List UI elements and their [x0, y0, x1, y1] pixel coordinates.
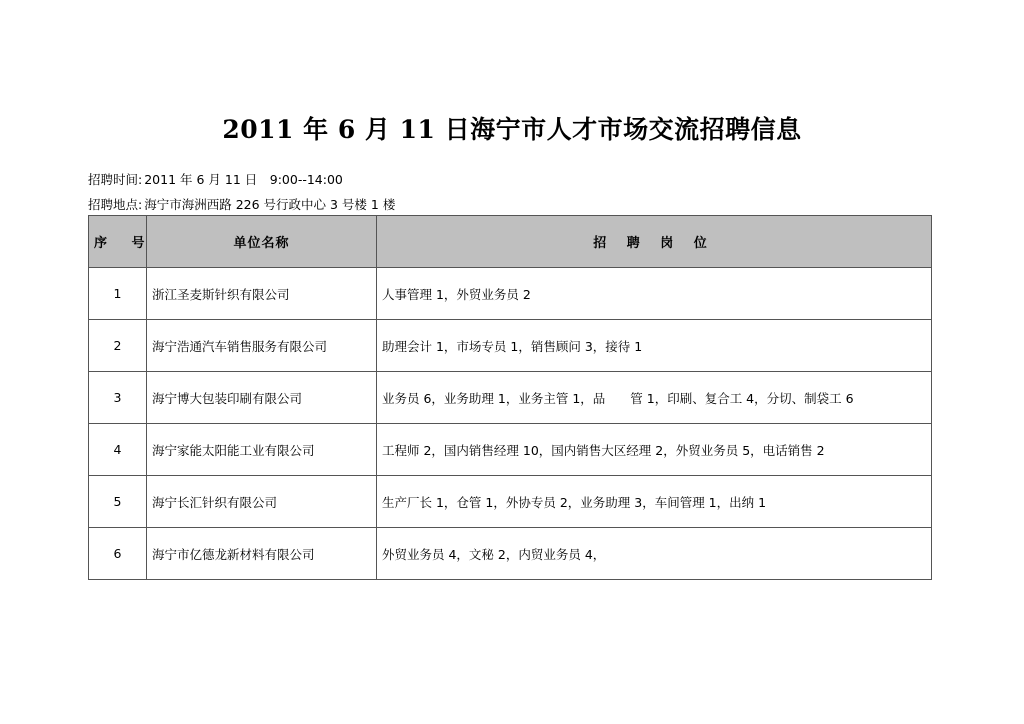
recruit-time-label: 招聘时间: [88, 172, 143, 187]
row-no: 2 [89, 320, 147, 372]
recruit-time [88, 171, 343, 189]
recruit-place-value: 海宁市海洲西路 226 号行政中心 3 号楼 1 楼 [144, 197, 396, 212]
table-row [89, 372, 932, 424]
row-company-name: 浙江圣麦斯针织有限公司 [147, 268, 377, 320]
row-positions: 人事管理 1，外贸业务员 2 [377, 268, 932, 320]
table-header-row [89, 216, 932, 268]
row-company-name: 海宁市亿德龙新材料有限公司 [147, 528, 377, 580]
table-row [89, 320, 932, 372]
recruit-time-value: 2011 年 6 月 11 日 9:00--14:00 [144, 172, 343, 187]
row-positions: 生产厂长 1，仓管 1，外协专员 2，业务助理 3，车间管理 1，出纳 1 [377, 476, 932, 528]
row-positions: 业务员 6，业务助理 1，业务主管 1，品 管 1，印刷、复合工 4，分切、制袋工 6 [377, 372, 932, 424]
document-title: 2011 年 6 月 11 日海宁市人才市场交流招聘信息 [222, 115, 802, 144]
row-company-name: 海宁浩通汽车销售服务有限公司 [147, 320, 377, 372]
row-no: 1 [89, 268, 147, 320]
row-positions: 外贸业务员 4，文秘 2，内贸业务员 4， [377, 528, 932, 580]
table-row [89, 268, 932, 320]
row-no: 3 [89, 372, 147, 424]
recruit-place [88, 196, 395, 214]
header-company-name: 单位名称 [147, 216, 377, 268]
table-row [89, 424, 932, 476]
row-company-name: 海宁长汇针织有限公司 [147, 476, 377, 528]
row-no: 6 [89, 528, 147, 580]
row-company-name: 海宁家能太阳能工业有限公司 [147, 424, 377, 476]
recruitment-table [88, 215, 932, 580]
header-positions: 招 聘 岗 位 [377, 216, 932, 268]
row-no: 5 [89, 476, 147, 528]
table-row [89, 476, 932, 528]
recruit-place-label: 招聘地点: [88, 197, 143, 212]
table-row [89, 528, 932, 580]
row-positions: 工程师 2，国内销售经理 10，国内销售大区经理 2，外贸业务员 5，电话销售 2 [377, 424, 932, 476]
header-no: 序 号 [89, 216, 147, 268]
row-no: 4 [89, 424, 147, 476]
row-positions: 助理会计 1，市场专员 1，销售顾问 3，接待 1 [377, 320, 932, 372]
row-company-name: 海宁博大包装印刷有限公司 [147, 372, 377, 424]
